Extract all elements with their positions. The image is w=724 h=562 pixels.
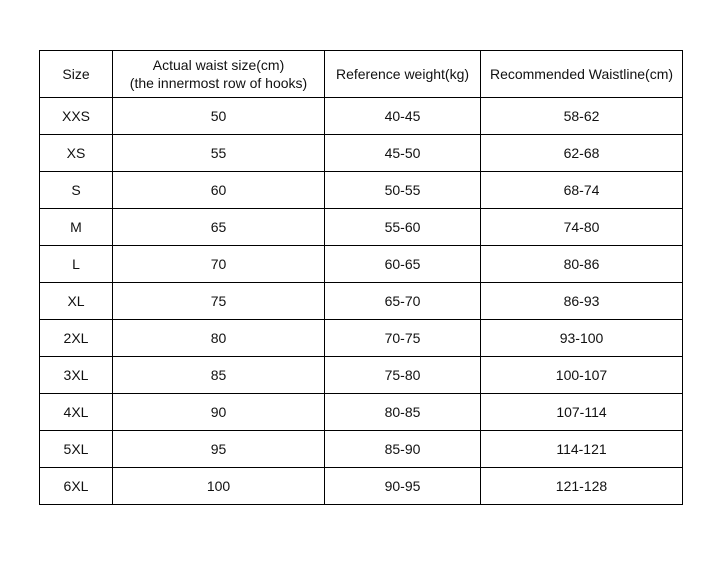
cell-size: 3XL (40, 357, 113, 394)
cell-weight: 75-80 (325, 357, 481, 394)
cell-waist: 75 (113, 283, 325, 320)
cell-weight: 45-50 (325, 135, 481, 172)
table-row (40, 468, 683, 505)
table-row (40, 209, 683, 246)
cell-size: XS (40, 135, 113, 172)
cell-weight: 85-90 (325, 431, 481, 468)
table-row (40, 357, 683, 394)
cell-waist: 80 (113, 320, 325, 357)
table-body (40, 98, 683, 505)
cell-recommended: 62-68 (481, 135, 683, 172)
table-row (40, 431, 683, 468)
cell-recommended: 58-62 (481, 98, 683, 135)
cell-size: XL (40, 283, 113, 320)
cell-weight: 80-85 (325, 394, 481, 431)
cell-waist: 70 (113, 246, 325, 283)
header-reference-weight: Reference weight(kg) (325, 51, 481, 98)
table-row (40, 98, 683, 135)
cell-weight: 40-45 (325, 98, 481, 135)
cell-waist: 100 (113, 468, 325, 505)
header-actual-waist (113, 51, 325, 98)
cell-recommended: 114-121 (481, 431, 683, 468)
cell-size: 2XL (40, 320, 113, 357)
cell-weight: 65-70 (325, 283, 481, 320)
header-recommended-waistline: Recommended Waistline(cm) (481, 51, 683, 98)
cell-size: XXS (40, 98, 113, 135)
size-chart-table (39, 50, 683, 505)
cell-waist: 95 (113, 431, 325, 468)
table-row (40, 283, 683, 320)
table-row (40, 135, 683, 172)
cell-weight: 70-75 (325, 320, 481, 357)
cell-size: L (40, 246, 113, 283)
table-row (40, 172, 683, 209)
cell-recommended: 121-128 (481, 468, 683, 505)
cell-weight: 50-55 (325, 172, 481, 209)
cell-waist: 60 (113, 172, 325, 209)
cell-weight: 90-95 (325, 468, 481, 505)
cell-recommended: 68-74 (481, 172, 683, 209)
cell-recommended: 100-107 (481, 357, 683, 394)
cell-recommended: 86-93 (481, 283, 683, 320)
table-row (40, 246, 683, 283)
cell-size: 4XL (40, 394, 113, 431)
header-actual-waist-line1: Actual waist size(cm) (152, 57, 285, 73)
cell-recommended: 74-80 (481, 209, 683, 246)
header-actual-waist-line2: (the innermost row of hooks) (129, 75, 308, 91)
cell-size: 6XL (40, 468, 113, 505)
cell-waist: 50 (113, 98, 325, 135)
cell-recommended: 80-86 (481, 246, 683, 283)
cell-size: M (40, 209, 113, 246)
cell-weight: 60-65 (325, 246, 481, 283)
table-row (40, 394, 683, 431)
header-size: Size (40, 51, 113, 98)
cell-recommended: 107-114 (481, 394, 683, 431)
cell-waist: 55 (113, 135, 325, 172)
cell-waist: 85 (113, 357, 325, 394)
cell-size: 5XL (40, 431, 113, 468)
table-row (40, 320, 683, 357)
cell-waist: 65 (113, 209, 325, 246)
cell-recommended: 93-100 (481, 320, 683, 357)
cell-weight: 55-60 (325, 209, 481, 246)
cell-waist: 90 (113, 394, 325, 431)
table-header (40, 51, 683, 98)
header-row (40, 51, 683, 98)
cell-size: S (40, 172, 113, 209)
